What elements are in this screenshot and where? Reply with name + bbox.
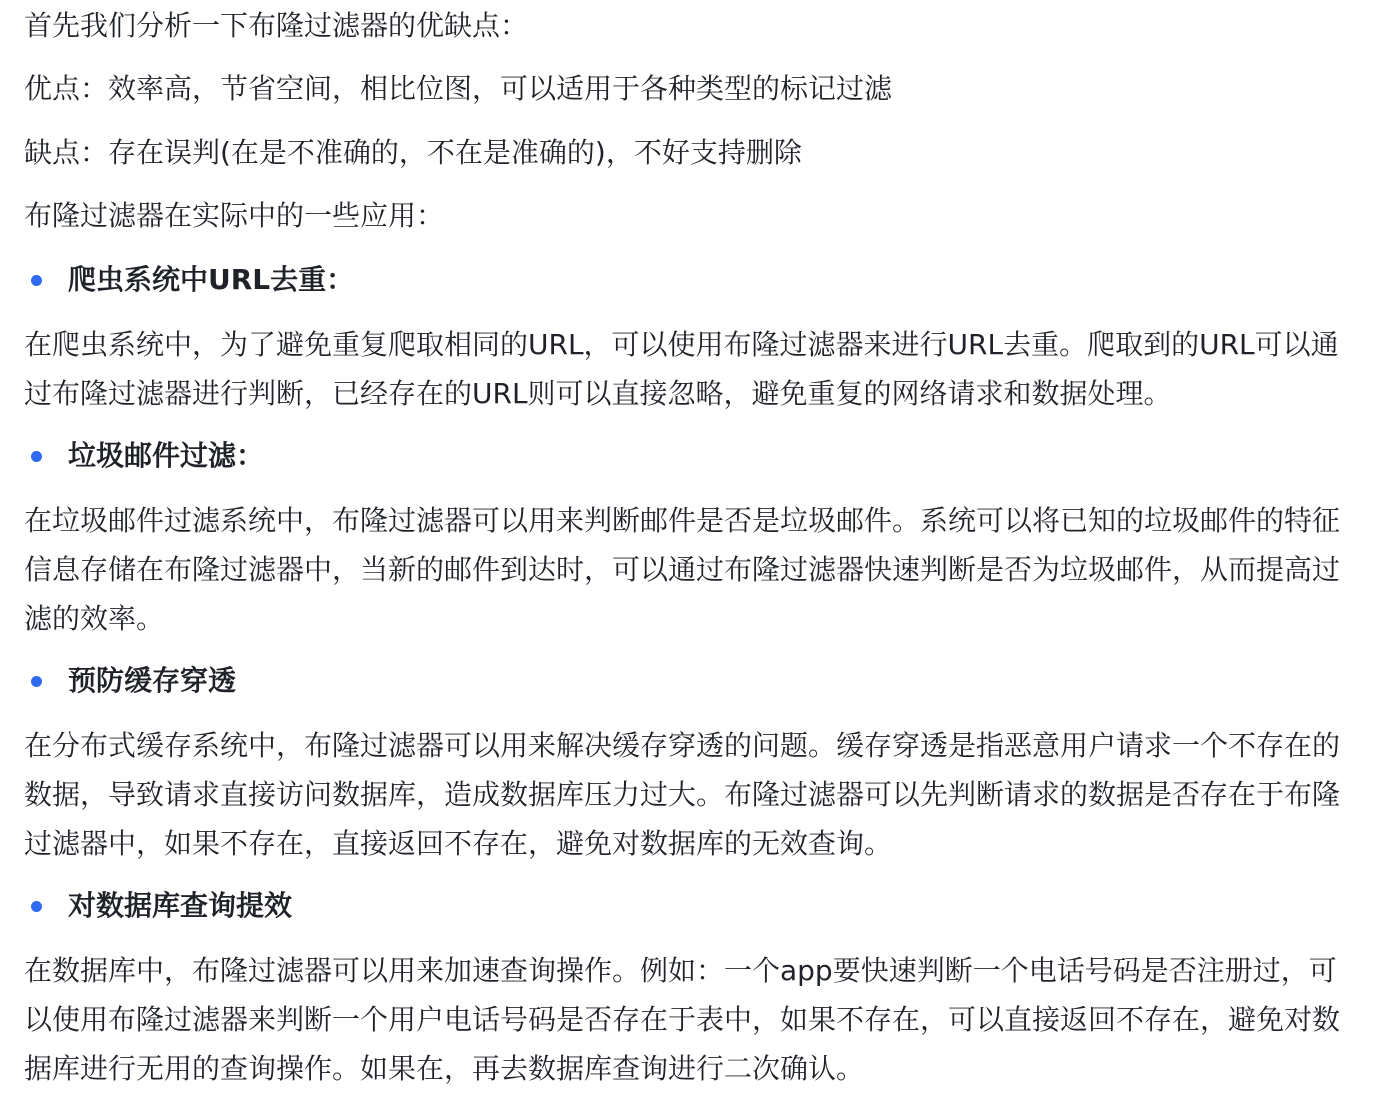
bullet-dot-icon [31, 275, 42, 286]
section-title: 垃圾邮件过滤： [68, 439, 265, 472]
section-body-db-query: 在数据库中，布隆过滤器可以用来加速查询操作。例如：一个app要快速判断一个电话号码是否注册过，可以使用布隆过滤器来判断一个用户电话号码是否存在于表中，如果不存在，可以直接返回不存在，避免对数据库进行无用的查询操作。如果在，再去数据库查询进行二次确认。 [24, 954, 1341, 1085]
section-title: 爬虫系统中URL去重： [68, 263, 355, 296]
bullet-dot-icon [31, 676, 42, 687]
section-heading-cache-penetration [24, 664, 236, 698]
applications-heading: 布隆过滤器在实际中的一些应用： [24, 199, 445, 232]
intro-heading: 首先我们分析一下布隆过滤器的优缺点： [24, 9, 529, 42]
cons-line: 缺点：存在误判(在是不准确的，不在是准确的)，不好支持删除 [24, 136, 802, 169]
pros-line: 优点：效率高，节省空间，相比位图，可以适用于各种类型的标记过滤 [24, 72, 893, 105]
bullet-dot-icon [31, 451, 42, 462]
bullet-dot-icon [31, 901, 42, 912]
section-title: 对数据库查询提效 [68, 889, 293, 922]
section-body-cache-penetration: 在分布式缓存系统中，布隆过滤器可以用来解决缓存穿透的问题。缓存穿透是指恶意用户请求一个不存在的数据，导致请求直接访问数据库，造成数据库压力过大。布隆过滤器可以先判断请求的数据是否存在于布隆过滤器中，如果不存在，直接返回不存在，避免对数据库的无效查询。 [24, 729, 1341, 860]
section-body-url-dedup: 在爬虫系统中，为了避免重复爬取相同的URL，可以使用布隆过滤器来进行URL去重。爬取到的URL可以通过布隆过滤器进行判断，已经存在的URL则可以直接忽略，避免重复的网络请求和数据处理。 [24, 328, 1339, 410]
section-title: 预防缓存穿透 [68, 664, 237, 697]
section-heading-db-query [24, 889, 292, 923]
section-heading-spam-filter [24, 439, 264, 473]
section-body-spam-filter: 在垃圾邮件过滤系统中，布隆过滤器可以用来判断邮件是否是垃圾邮件。系统可以将已知的垃圾邮件的特征信息存储在布隆过滤器中，当新的邮件到达时，可以通过布隆过滤器快速判断是否为垃圾邮件，从而提高过滤的效率。 [24, 504, 1341, 635]
section-heading-url-dedup [24, 263, 354, 297]
